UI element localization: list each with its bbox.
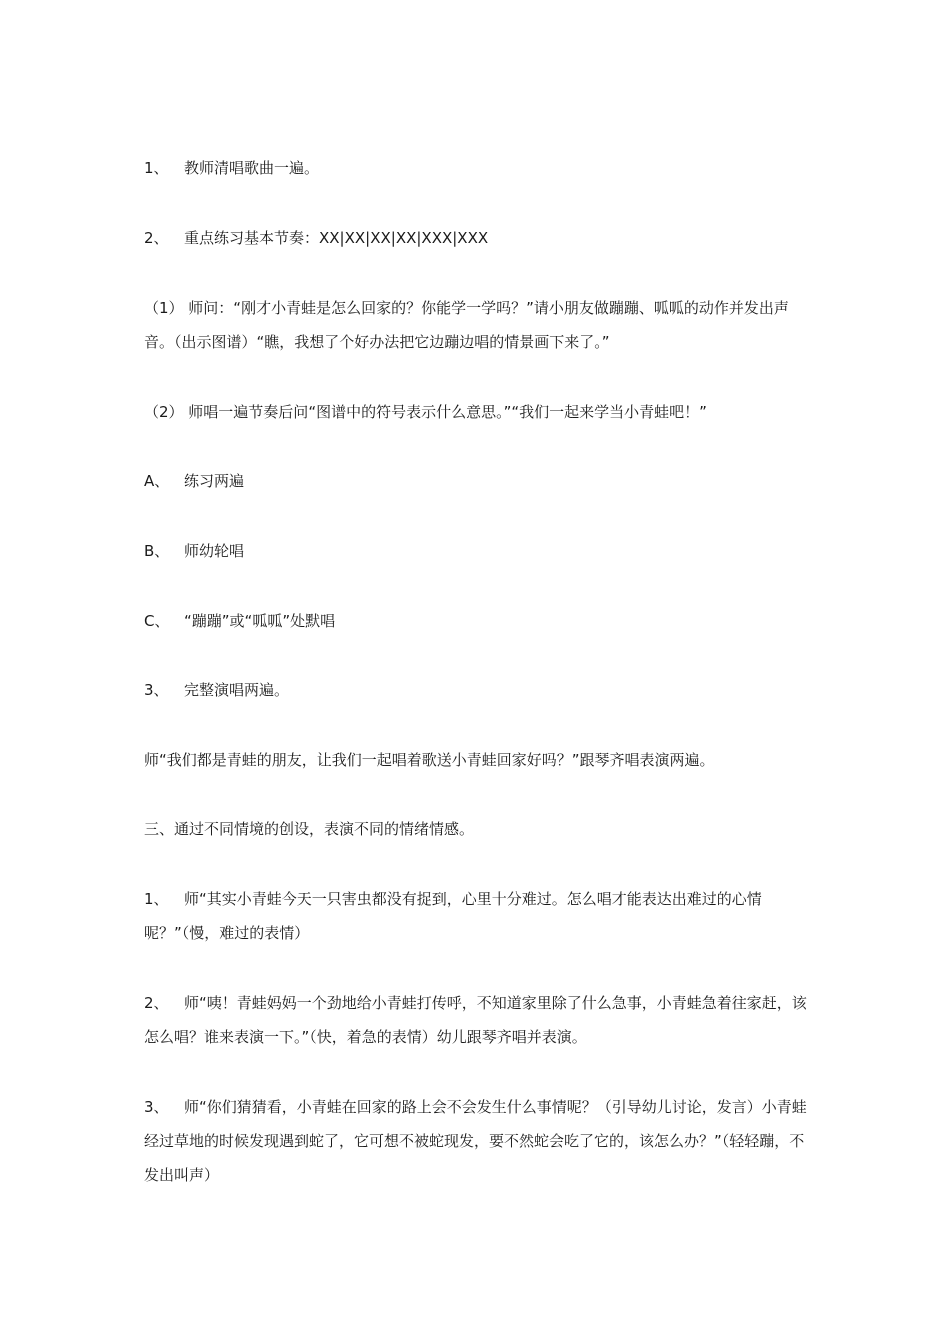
paragraph-item-a: [144, 464, 816, 498]
paragraph-text: 练习两遍: [184, 472, 245, 490]
paragraph-scene-1: [144, 882, 816, 950]
paragraph-step-2: [144, 221, 816, 255]
paragraph-step-3: [144, 673, 816, 707]
paragraph-item-b: [144, 534, 816, 568]
paragraph-number: C、: [144, 612, 170, 630]
section-heading-3: [144, 812, 816, 846]
paragraph-text: 师“其实小青蛙今天一只害虫都没有捉到，心里十分难过。怎么唱才能表达出难过的心情呢？”（慢，难过的表情）: [144, 890, 762, 942]
paragraph-text: 师“我们都是青蛙的朋友，让我们一起唱着歌送小青蛙回家好吗？”跟琴齐唱表演两遍。: [144, 751, 715, 769]
paragraph-text: 完整演唱两遍。: [184, 681, 290, 699]
paragraph-text: “蹦蹦”或“呱呱”处默唱: [184, 612, 336, 630]
paragraph-number: 1、: [144, 890, 169, 908]
paragraph-text: 三、通过不同情境的创设，表演不同的情绪情感。: [144, 820, 475, 838]
paragraph-number: 2、: [144, 994, 169, 1012]
paragraph-text: 师幼轮唱: [184, 542, 245, 560]
paragraph-text: 师“你们猜猜看，小青蛙在回家的路上会不会发生什么事情呢？（引导幼儿讨论，发言）小青蛙经过草地的时候发现遇到蛇了，它可想不被蛇现发，要不然蛇会吃了它的，该怎么办？”（轻轻蹦，不发出叫声）: [144, 1098, 807, 1184]
paragraph-text: 师“咦！青蛙妈妈一个劲地给小青蛙打传呼，不知道家里除了什么急事，小青蛙急着往家赶，该怎么唱？谁来表演一下。”（快，着急的表情）幼儿跟琴齐唱并表演。: [144, 994, 807, 1046]
paragraph-text: （1） 师问：“刚才小青蛙是怎么回家的？你能学一学吗？”请小朋友做蹦蹦、呱呱的动作并发出声音。（出示图谱）“瞧，我想了个好办法把它边蹦边唱的情景画下来了。”: [144, 299, 789, 351]
paragraph-number: A、: [144, 472, 170, 490]
paragraph-number: 2、: [144, 229, 169, 247]
paragraph-text: 重点练习基本节奏：XX|XX|XX|XX|XXX|XXX: [184, 229, 489, 247]
paragraph-text: （2） 师唱一遍节奏后问“图谱中的符号表示什么意思。”“我们一起来学当小青蛙吧！”: [144, 403, 707, 421]
paragraph-sub-2: [144, 395, 816, 429]
paragraph-step-1: [144, 151, 816, 185]
paragraph-teacher-line: [144, 743, 816, 777]
paragraph-number: 3、: [144, 1098, 169, 1116]
paragraph-scene-2: [144, 986, 816, 1054]
paragraph-scene-3: [144, 1090, 816, 1192]
paragraph-number: 3、: [144, 681, 169, 699]
paragraph-sub-1: [144, 291, 816, 359]
paragraph-number: B、: [144, 542, 170, 560]
paragraph-item-c: [144, 604, 816, 638]
paragraph-text: 教师清唱歌曲一遍。: [184, 159, 320, 177]
paragraph-number: 1、: [144, 159, 169, 177]
